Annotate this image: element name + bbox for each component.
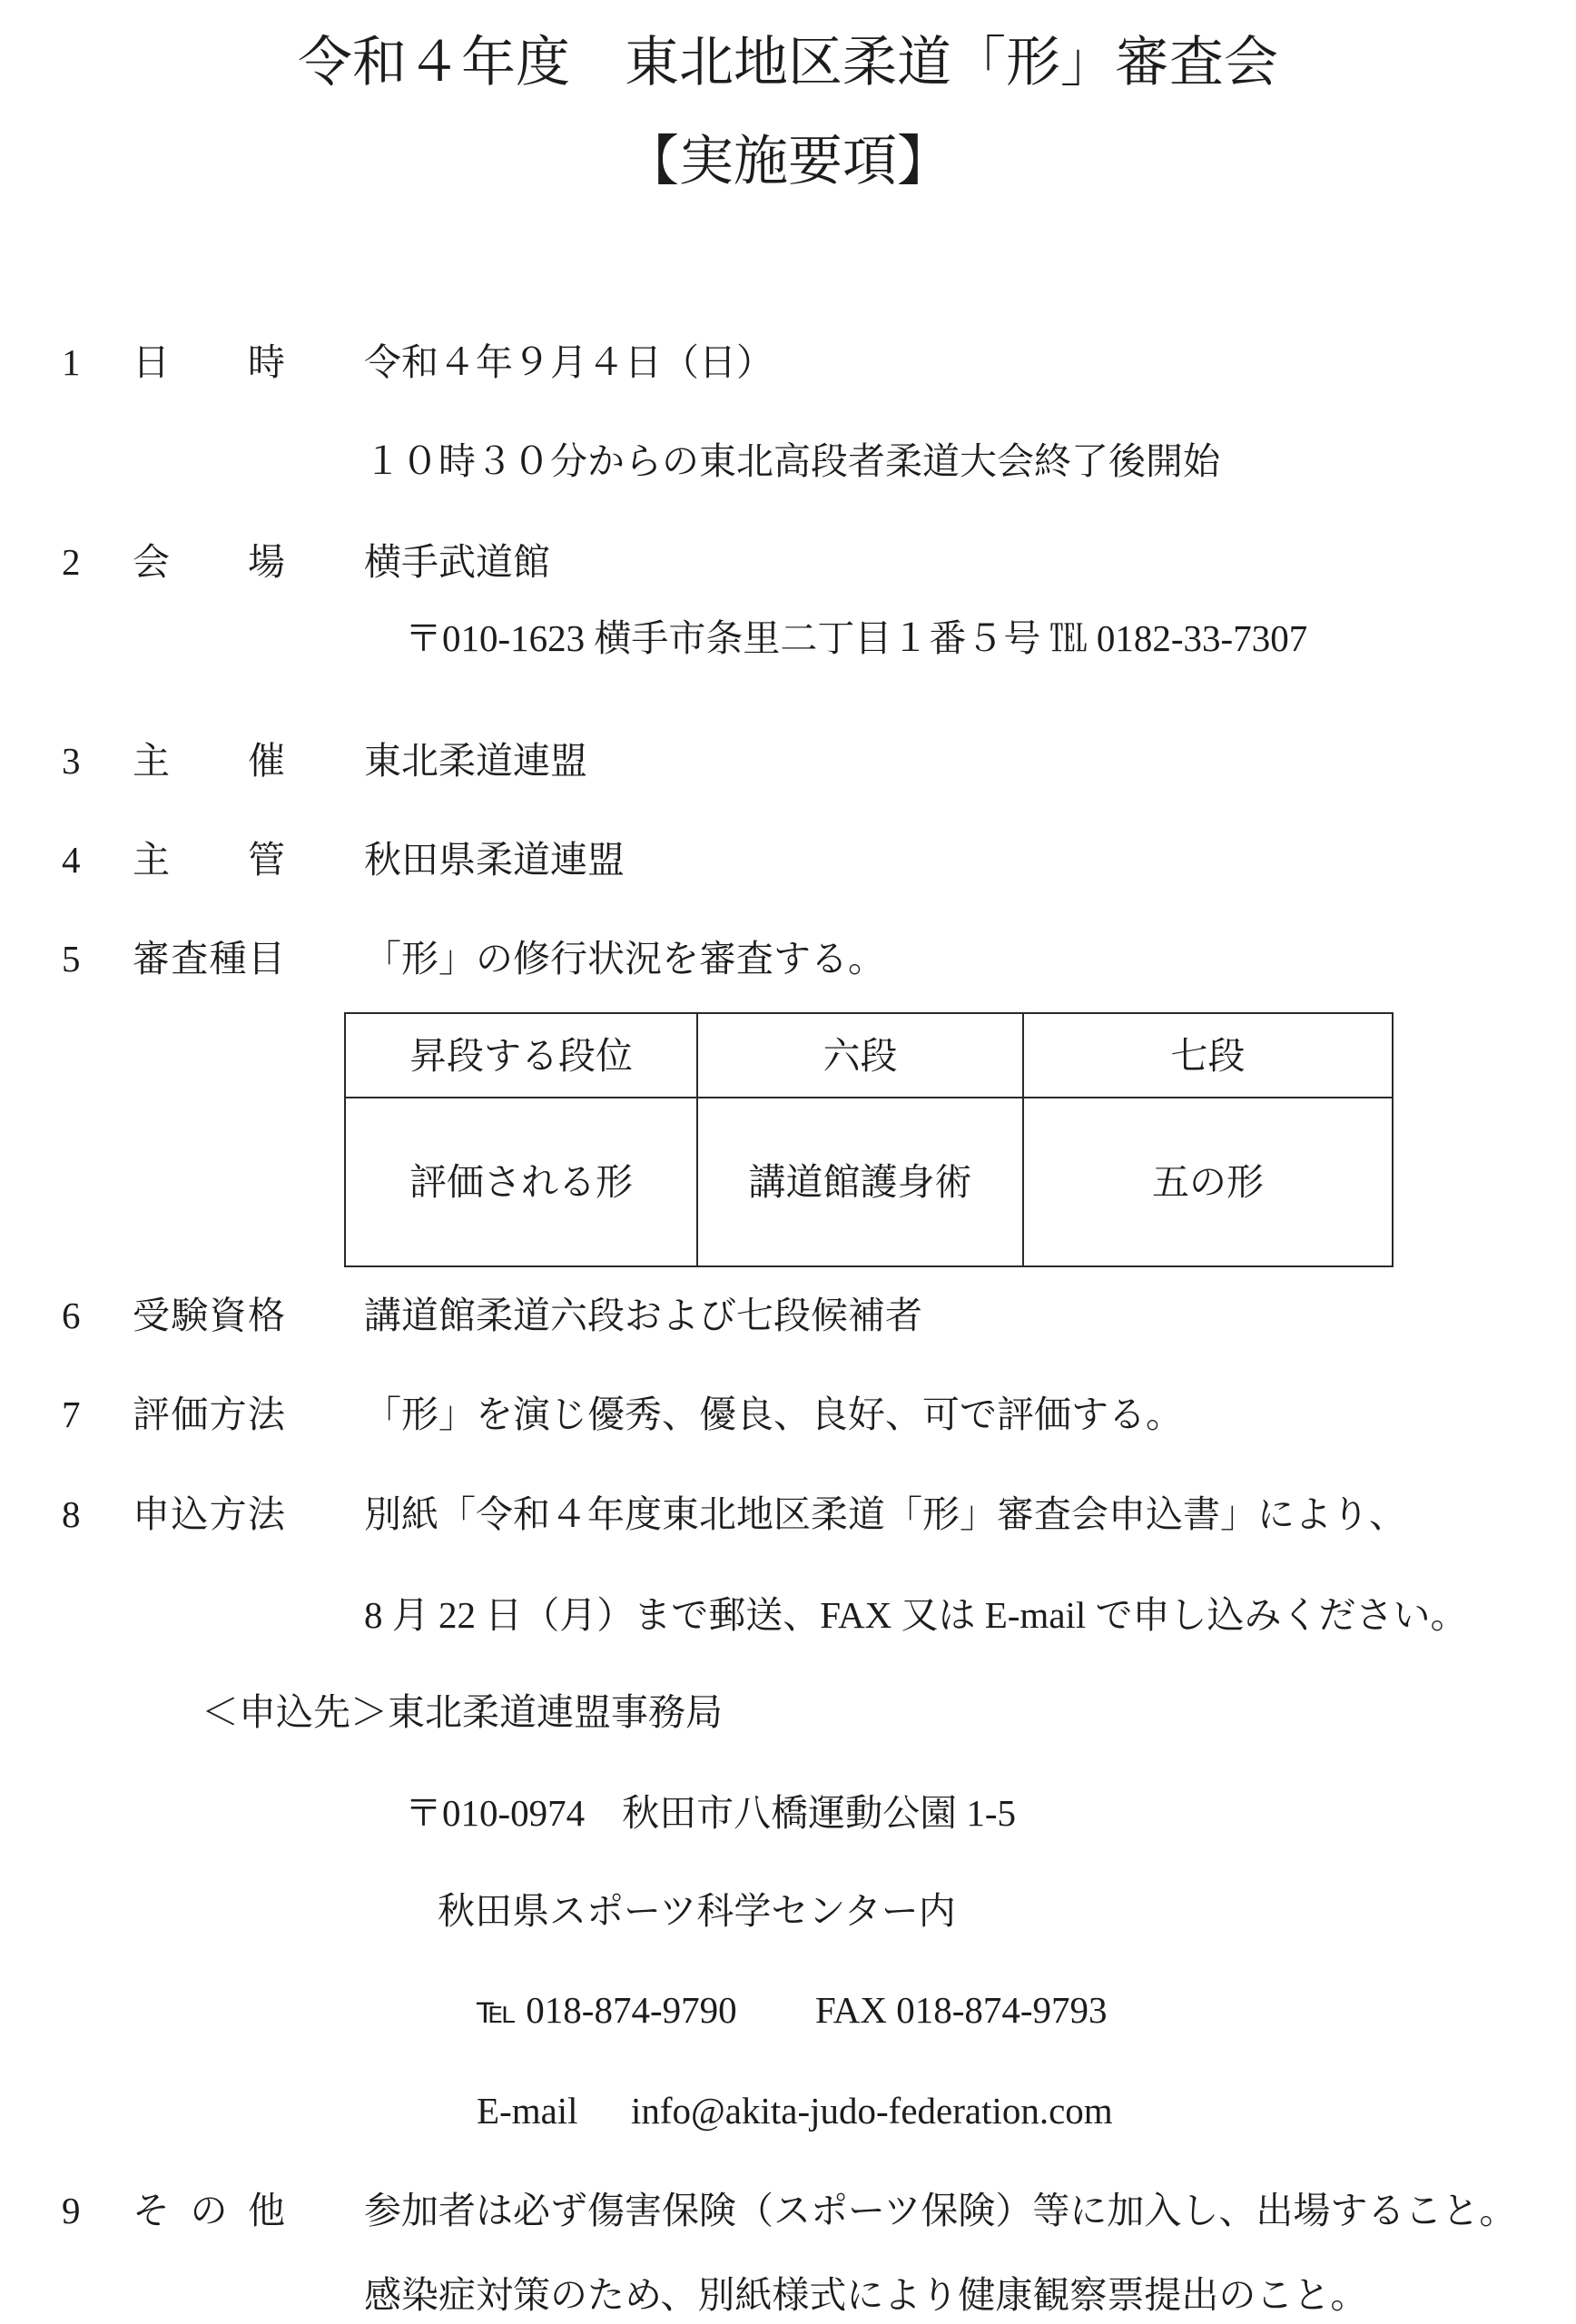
table-cell: 講道館護身術 <box>697 1098 1023 1266</box>
item-application-deadline <box>0 1592 1576 1638</box>
item-exam-category <box>0 936 1576 981</box>
item-date <box>0 340 1576 385</box>
item-other-detail <box>0 2272 1576 2318</box>
item-label: 会 場 <box>133 541 285 583</box>
item-label: 申込方法 <box>133 1493 285 1535</box>
item-application <box>0 1492 1576 1537</box>
item-venue-address <box>0 615 1576 661</box>
document-subtitle: 【実施要項】 <box>625 132 951 192</box>
item-number: 5 <box>62 938 81 980</box>
item-number: 2 <box>62 541 81 583</box>
table-header-cell: 六段 <box>697 1013 1023 1098</box>
table-row <box>345 1098 1393 1266</box>
item-value: 講道館柔道六段および七段候補者 <box>364 1295 922 1336</box>
item-host <box>0 837 1576 882</box>
item-number: 1 <box>62 341 81 383</box>
item-label: そ の 他 <box>133 2190 285 2231</box>
item-evaluation <box>0 1392 1576 1437</box>
contact-heading: ＜申込先＞東北柔道連盟事務局 <box>202 1691 723 1733</box>
table-cell: 五の形 <box>1023 1098 1393 1266</box>
item-number: 4 <box>62 839 81 881</box>
contact-fax: FAX 018-874-9793 <box>815 1989 1108 2031</box>
item-value: 「形」の修行状況を審査する。 <box>364 938 885 980</box>
contact-email-row <box>0 2088 1576 2133</box>
item-label: 受験資格 <box>133 1295 285 1336</box>
contact-email: info@akita-judo-federation.com <box>631 2090 1113 2132</box>
item-number: 7 <box>62 1393 81 1435</box>
contact-address: 〒010-0974 秋田市八橋運動公園 1-5 <box>405 1792 1017 1834</box>
venue-address-text: 〒010-1623 横手市条里二丁目１番５号 ℡ 0182-33-7307 <box>405 617 1308 659</box>
item-label: 日 時 <box>133 341 285 383</box>
kata-table <box>344 1012 1394 1267</box>
item-date-detail <box>0 438 1576 484</box>
item-venue <box>0 539 1576 585</box>
item-label: 審査種目 <box>133 938 285 980</box>
item-value: 令和４年９月４日（日） <box>364 341 773 383</box>
contact-phone: ℡ 018-874-9790 <box>477 1989 737 2031</box>
table-header-row <box>345 1013 1393 1098</box>
table-header-cell: 七段 <box>1023 1013 1393 1098</box>
item-value: 参加者は必ず傷害保険（スポーツ保険）等に加入し、出場すること。 <box>364 2190 1517 2231</box>
contact-address-row <box>0 1790 1576 1836</box>
item-value: 別紙「令和４年度東北地区柔道「形」審査会申込書」により、 <box>364 1493 1406 1535</box>
item-other <box>0 2188 1576 2233</box>
item-number: 8 <box>62 1493 81 1535</box>
item-organizer <box>0 738 1576 783</box>
table-header-cell: 昇段する段位 <box>345 1013 697 1098</box>
contact-building: 秋田県スポーツ科学センター内 <box>438 1890 956 1932</box>
item-number: 6 <box>62 1295 81 1336</box>
contact-email-label: E-mail <box>477 2090 578 2132</box>
item-value-continued: 感染症対策のため、別紙様式により健康観察票提出のこと。 <box>364 2274 1368 2316</box>
item-number: 3 <box>62 740 81 782</box>
contact-phone-row <box>0 1987 1576 2033</box>
item-value: 横手武道館 <box>364 541 550 583</box>
document-title: 令和４年度 東北地区柔道「形」審査会 <box>298 33 1278 93</box>
item-value-continued: １０時３０分からの東北高段者柔道大会終了後開始 <box>364 440 1220 482</box>
item-value: 「形」を演じ優秀、優良、良好、可で評価する。 <box>364 1393 1183 1435</box>
item-value: 秋田県柔道連盟 <box>364 839 625 881</box>
item-value: 東北柔道連盟 <box>364 740 587 782</box>
item-label: 主 催 <box>133 740 285 782</box>
item-label: 評価方法 <box>133 1393 285 1435</box>
item-value-continued: 8 月 22 日（月）まで郵送、FAX 又は E-mail で申し込みください。 <box>364 1594 1468 1636</box>
item-label: 主 管 <box>133 839 285 881</box>
contact-heading-row <box>0 1689 1576 1735</box>
contact-building-row <box>0 1888 1576 1934</box>
table-cell: 評価される形 <box>345 1098 697 1266</box>
item-eligibility <box>0 1293 1576 1338</box>
item-number: 9 <box>62 2190 81 2231</box>
